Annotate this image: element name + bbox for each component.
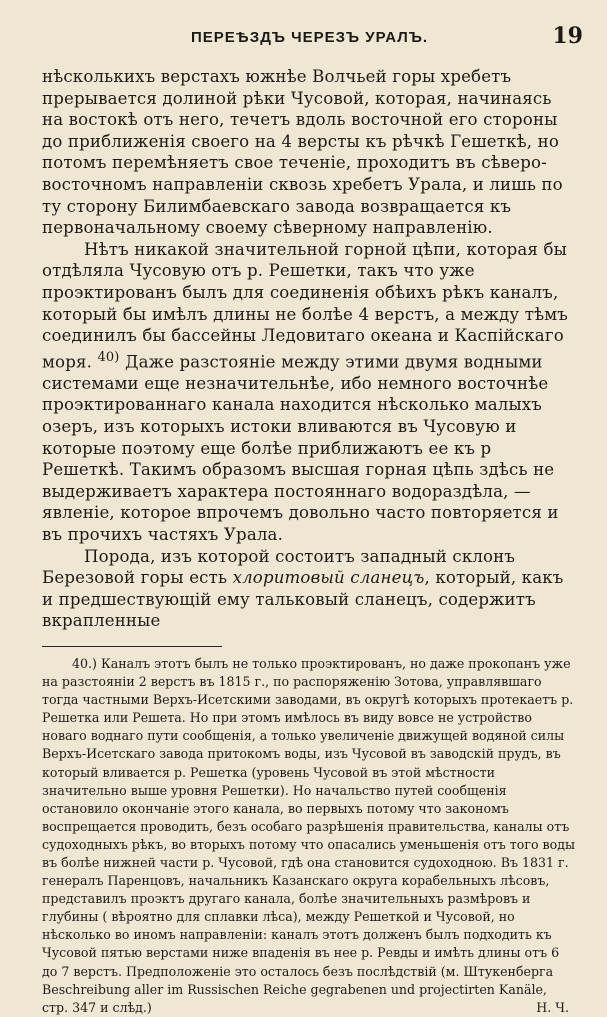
footnote-reference: 40) <box>97 349 120 365</box>
footnote-end-line <box>42 999 577 1017</box>
footnote-40: 40.) Каналъ этотъ былъ не только проэктированъ, но даже прокопанъ уже на разстояніи 2 верстъ въ 1815 г., по распоряженію Зотова, управлявшаго тогда частными Верхъ-Исетскими заводами, въ округѣ которыхъ протекаетъ р. Решетка или Решета. Но при этомъ имѣлось въ виду вовсе не устройство новаго воднаго пути сообщенія, а только увеличеніе движущей водяной силы Верхъ-Исетскаго завода притокомъ воды, изъ Чусовой въ заводскій прудъ, въ который вливается р. Решетка (уровень Чусовой въ этой мѣстности значительно выше уровня Решетки). Но начальство путей сообщенія остановило окончаніе этого канала, во первыхъ потому что закономъ воспрещается проводить, безъ особаго разрѣшенія правительства, каналы отъ судоходныхъ рѣкъ, во вторыхъ потому что опасались уменьшенія отъ того воды въ болѣе нижней части р. Чусовой, гдѣ она становится судоходною. Въ 1831 г. генералъ Паренцовъ, начальникъ Казанскаго округа корабельныхъ лѣсовъ, представилъ проэктъ другаго канала, болѣе значительныхъ размѣровъ и глубины ( вѣроятно для сплавки лѣса), между Решеткой и Чусовой, но нѣсколько во иномъ направленіи: каналъ этотъ долженъ былъ подходить къ Чусовой пятью верстами ниже впаденія въ нее р. Ревды и имѣть длины отъ 6 до 7 верстъ. Предположеніе это осталось безъ послѣдствій (м. Штукенберга Beschreibung aller im Russischen Reiche gegrabenen und projectirten Kanäle, <box>42 655 575 997</box>
page-header <box>42 23 583 60</box>
paragraph-1: нѣсколькихъ верстахъ южнѣе Волчьей горы хребетъ прерывается долиной рѣки Чусовой, которая, начинаясь на востокѣ отъ него, течетъ вдоль восточной его стороны до приближенія своего на 4 версты къ рѣчкѣ Гешеткѣ, но потомъ перемѣняетъ свое теченіе, проходитъ въ сѣверо-восточномъ направленіи сквозь хребетъ Урала, и лишь по ту сторону Билимбаевскаго завода возвращается къ первоначальному своему сѣверному направленію. <box>42 67 563 238</box>
footnote-last-line: стр. 347 и слѣд.) <box>42 999 152 1015</box>
paragraph-3-text-a: Порода, изъ которой состоитъ западный склонъ Березовой горы есть <box>42 546 516 588</box>
page-number: 19 <box>552 23 583 49</box>
paragraph-3 <box>42 546 577 632</box>
paragraph-2 <box>42 239 577 546</box>
footnote-signature: Н. Ч. <box>536 999 569 1015</box>
main-text <box>42 66 577 632</box>
footnotes <box>42 655 577 1017</box>
footnote-separator <box>42 646 222 647</box>
paragraph-2-text-a: Нѣтъ никакой значительной горной цѣпи, которая бы отдѣляла Чусовую отъ р. Решетки, такъ что уже проэктированъ былъ для соединенія обѣихъ рѣкъ каналъ, который бы имѣлъ длины не болѣе 4 верстъ, а между тѣмъ соединилъ бы бассейны Ледовитаго океана и Каспійскаго моря. <box>42 239 569 372</box>
paragraph-3-text-b: , который, какъ и предшествующій ему тальковый сланецъ, содержитъ вкрапленные <box>42 568 564 631</box>
paragraph-2-text-b: Даже разстояніе между этими двумя водными системами еще незначительнѣе, ибо немного восточнѣе проэктированнаго канала находится нѣсколько малыхъ озеръ, изъ которыхъ истоки вливаются въ Чусовую и которые поэтому еще болѣе приближаютъ ее къ р Решеткѣ. Такимъ образомъ высшая горная цѣпь здѣсь не выдерживаетъ характера постояннаго водораздѣла, — явленіе, которое впрочемъ довольно часто повторяется и въ прочихъ частяхъ Урала. <box>42 352 559 544</box>
emphasized-term: хлоритовый сланецъ <box>232 568 425 588</box>
running-title: ПЕРЕѢЗДЪ ЧЕРЕЗЪ УРАЛЪ. <box>190 29 429 46</box>
